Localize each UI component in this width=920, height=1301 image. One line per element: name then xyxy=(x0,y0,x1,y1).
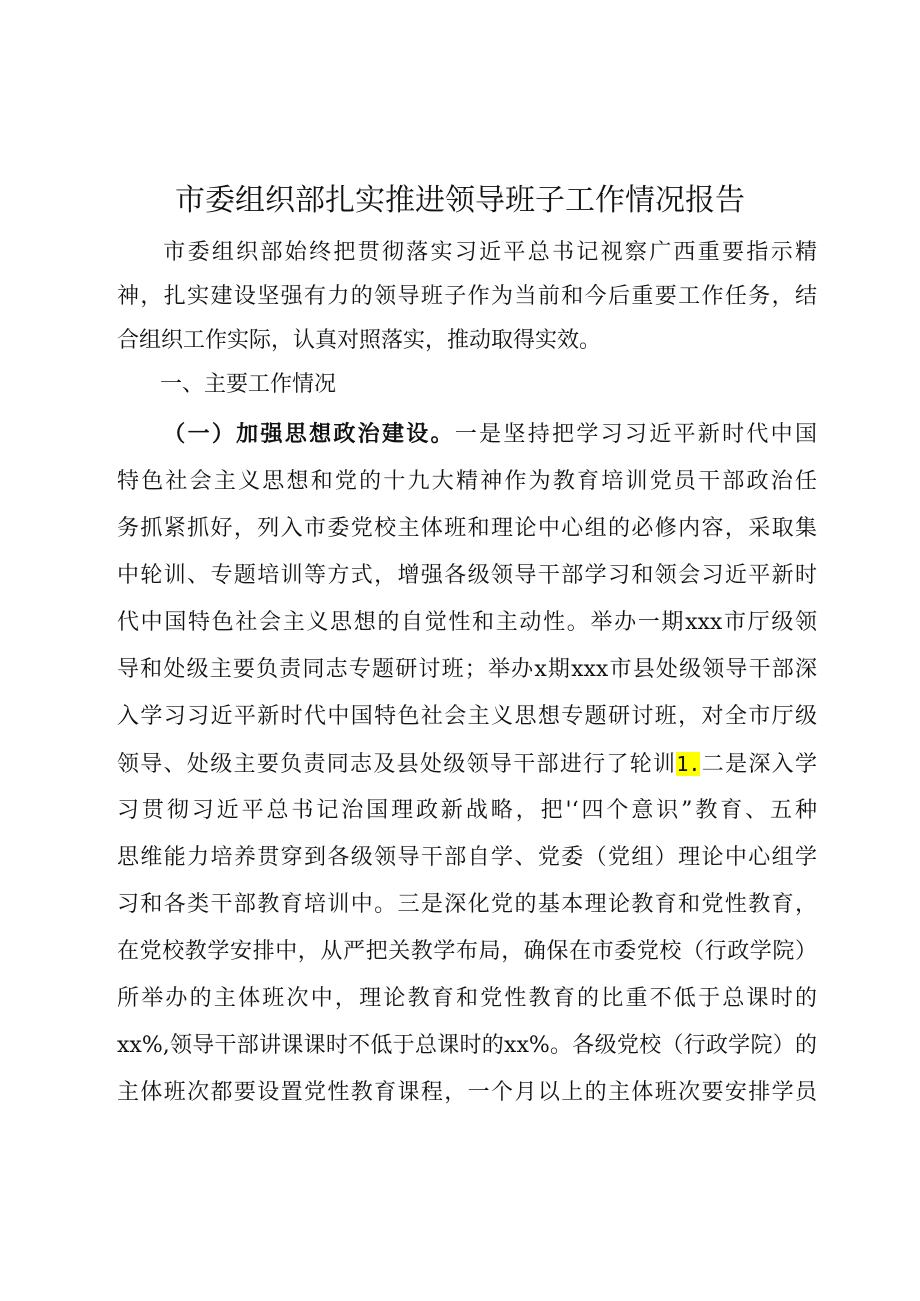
body-line-11: 习和各类干部教育培训中。三是深化党的基本理论教育和党性教育， xyxy=(117,892,817,917)
intro-line-2: 神，扎实建设坚强有力的领导班子作为当前和今后重要工作任务，结 xyxy=(117,284,817,309)
intro-line-3: 合组织工作实际，认真对照落实，推动取得实效。 xyxy=(117,328,602,353)
intro-text: 市委组织部始终把贯彻落实习近平总书记视察广西重要指示精 xyxy=(161,240,817,265)
subsection-label: （一）加强思想政治建设。 xyxy=(161,422,455,447)
body-line-2: 特色社会主义思想和党的十九大精神作为教育培训党员干部政治任 xyxy=(117,469,817,494)
body-line-8-before: 领导、处级主要负责同志及县处级领导干部进行了轮训 xyxy=(117,752,677,777)
section-heading: 一、主要工作情况 xyxy=(160,372,337,397)
body-line-8-after: 二是深入学 xyxy=(700,752,817,777)
document-title: 市委组织部扎实推进领导班子工作情况报告 xyxy=(175,183,745,218)
body-line-8 xyxy=(117,742,817,786)
body-line-12: 在党校教学安排中，从严把关教学布局，确保在市委党校（行政学院） xyxy=(117,939,817,964)
body-line-4: 中轮训、专题培训等方式，增强各级领导干部学习和领会习近平新时 xyxy=(117,563,817,588)
body-line-10: 思维能力培养贯穿到各级领导干部自学、党委（党组）理论中心组学 xyxy=(117,845,817,870)
body-line-13: 所举办的主体班次中，理论教育和党性教育的比重不低于总课时的 xyxy=(117,986,817,1011)
body-line-6: 导和处级主要负责同志专题研讨班；举办x期xxx市县处级领导干部深 xyxy=(117,657,817,682)
body-line-1 xyxy=(117,413,817,457)
body-line-9: 习贯彻习近平总书记治国理政新战略，把'‘四个意识”教育、五种 xyxy=(117,798,817,823)
body-line-3: 务抓紧抓好，列入市委党校主体班和理论中心组的必修内容，采取集 xyxy=(117,516,817,541)
highlighted-marker: 1. xyxy=(676,752,701,776)
body-line-7: 入学习习近平新时代中国特色社会主义思想专题研讨班，对全市厅级 xyxy=(117,704,817,729)
body-line-14: xx%,领导干部讲课课时不低于总课时的xx%。各级党校（行政学院）的 xyxy=(117,1033,817,1058)
body-line-15: 主体班次都要设置党性教育课程，一个月以上的主体班次要安排学员 xyxy=(117,1080,817,1105)
body-line-5: 代中国特色社会主义思想的自觉性和主动性。举办一期xxx市厅级领 xyxy=(117,610,817,635)
body-line-1-text: 一是坚持把学习习近平新时代中国 xyxy=(454,422,817,447)
intro-line-1 xyxy=(117,231,817,275)
